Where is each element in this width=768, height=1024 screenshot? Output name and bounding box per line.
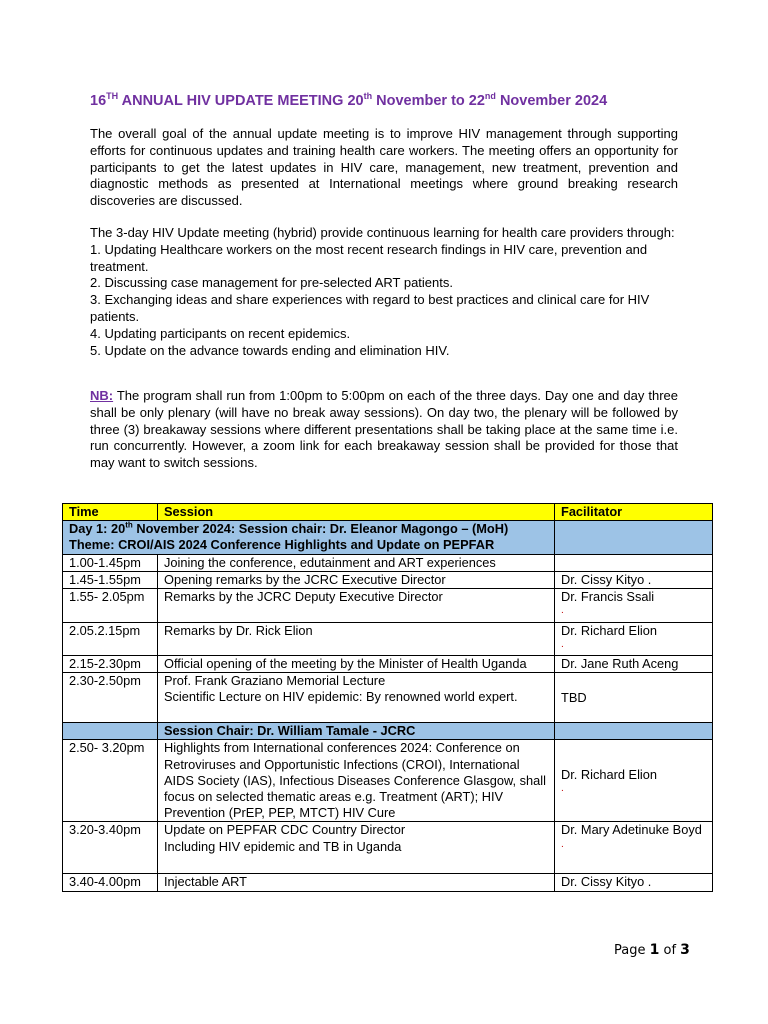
- header-time: Time: [63, 504, 158, 521]
- document-title: [90, 93, 607, 109]
- program-table: [62, 503, 713, 892]
- header-session: Session: [158, 504, 555, 521]
- table-row: 1.45-1.55pm Opening remarks by the JCRC Executive Director Dr. Cissy Kityo .: [63, 571, 713, 588]
- table-row: 2.15-2.30pm Official opening of the meeting by the Minister of Health Uganda Dr. Jane Ruth Aceng: [63, 656, 713, 673]
- table-header-row: [63, 504, 713, 521]
- nb-paragraph: [90, 388, 678, 472]
- objective-item: 2. Discussing case management for pre-selected ART patients.: [90, 275, 453, 291]
- objective-item: 1. Updating Healthcare workers on the most recent research findings in HIV care, prevention and treatment.: [90, 241, 648, 274]
- objective-item: 5. Update on the advance towards ending and elimination HIV.: [90, 342, 450, 358]
- title-superscript: TH: [106, 91, 119, 102]
- title-text: November to 22: [372, 93, 485, 109]
- day1-header-row: [63, 521, 713, 554]
- session-chair-row: [63, 723, 713, 740]
- title-number: 16: [90, 93, 107, 109]
- table-row: 2.50- 3.20pm Highlights from International conferences 2024: Conference on Retroviruses and Opportunistic Infections (CROI), International AIDS Society (IAS), Infectious Diseases Conference Glasgow, shall focus on selected thematic areas e.g. Treatment (ART); HIV Prevention (PrEP, PEP, MTCT) HIV Cure Dr. Richard Elion .: [63, 740, 713, 822]
- table-row: 3.40-4.00pm Injectable ART Dr. Cissy Kityo .: [63, 874, 713, 891]
- nb-text: The program shall run from 1:00pm to 5:00pm on each of the three days. Day one and day three shall be only plenary (will have no break away sessions). On day two, the plenary will be followed by three (3) breakaway sessions where different presentations shall be taking place at the same time i.e. run concurrently. However, a zoom link for each breakaway session shall be provided for those that may want to switch sessions.: [90, 388, 678, 471]
- table-row: 2.30-2.50pm Prof. Frank Graziano Memorial Lecture Scientific Lecture on HIV epidemic: By renowned world expert. TBD: [63, 673, 713, 723]
- objective-item: 3. Exchanging ideas and share experiences with regard to best practices and clinical care for HIV patients.: [90, 292, 650, 324]
- title-text: November 2024: [495, 93, 608, 109]
- table-row: 3.20-3.40pm Update on PEPFAR CDC Country Director Including HIV epidemic and TB in Uganda Dr. Mary Adetinuke Boyd .: [63, 822, 713, 874]
- session-chair: Session Chair: Dr. William Tamale - JCRC: [158, 723, 555, 740]
- title-superscript: nd: [484, 91, 496, 102]
- table-row: 1.55- 2.05pm Remarks by the JCRC Deputy Executive Director Dr. Francis Ssali .: [63, 589, 713, 623]
- nb-label: NB:: [90, 388, 114, 403]
- title-superscript: th: [363, 91, 373, 102]
- objective-item: 4. Updating participants on recent epidemics.: [90, 325, 351, 341]
- title-text: ANNUAL HIV UPDATE MEETING 20: [118, 93, 364, 109]
- day1-theme: Theme: CROI/AIS 2024 Conference Highlights and Update on PEPFAR: [69, 537, 495, 553]
- table-row: 2.05.2.15pm Remarks by Dr. Rick Elion Dr. Richard Elion .: [63, 623, 713, 656]
- objectives-intro: The 3-day HIV Update meeting (hybrid) provide continuous learning for health care providers through:: [90, 225, 675, 240]
- day1-heading: Day 1: 20th November 2024: Session chair: Dr. Eleanor Magongo – (MoH) Theme: CROI/AIS 2024 Conference Highlights and Update on PEPFAR: [63, 521, 555, 554]
- objectives-block: [90, 225, 678, 359]
- intro-paragraph: The overall goal of the annual update meeting is to improve HIV management through supporting efforts for continuous updates and training health care workers. The meeting offers an opportunity for participants to get the latest updates in HIV care, management, new treatment, prevention and diagnostic methods as presented at International meetings where ground breaking research discoveries are discussed.: [90, 126, 678, 209]
- table-row: 1.00-1.45pm Joining the conference, edutainment and ART experiences: [63, 554, 713, 571]
- page-number: Page 1 of 3: [614, 942, 690, 958]
- header-facilitator: Facilitator: [555, 504, 713, 521]
